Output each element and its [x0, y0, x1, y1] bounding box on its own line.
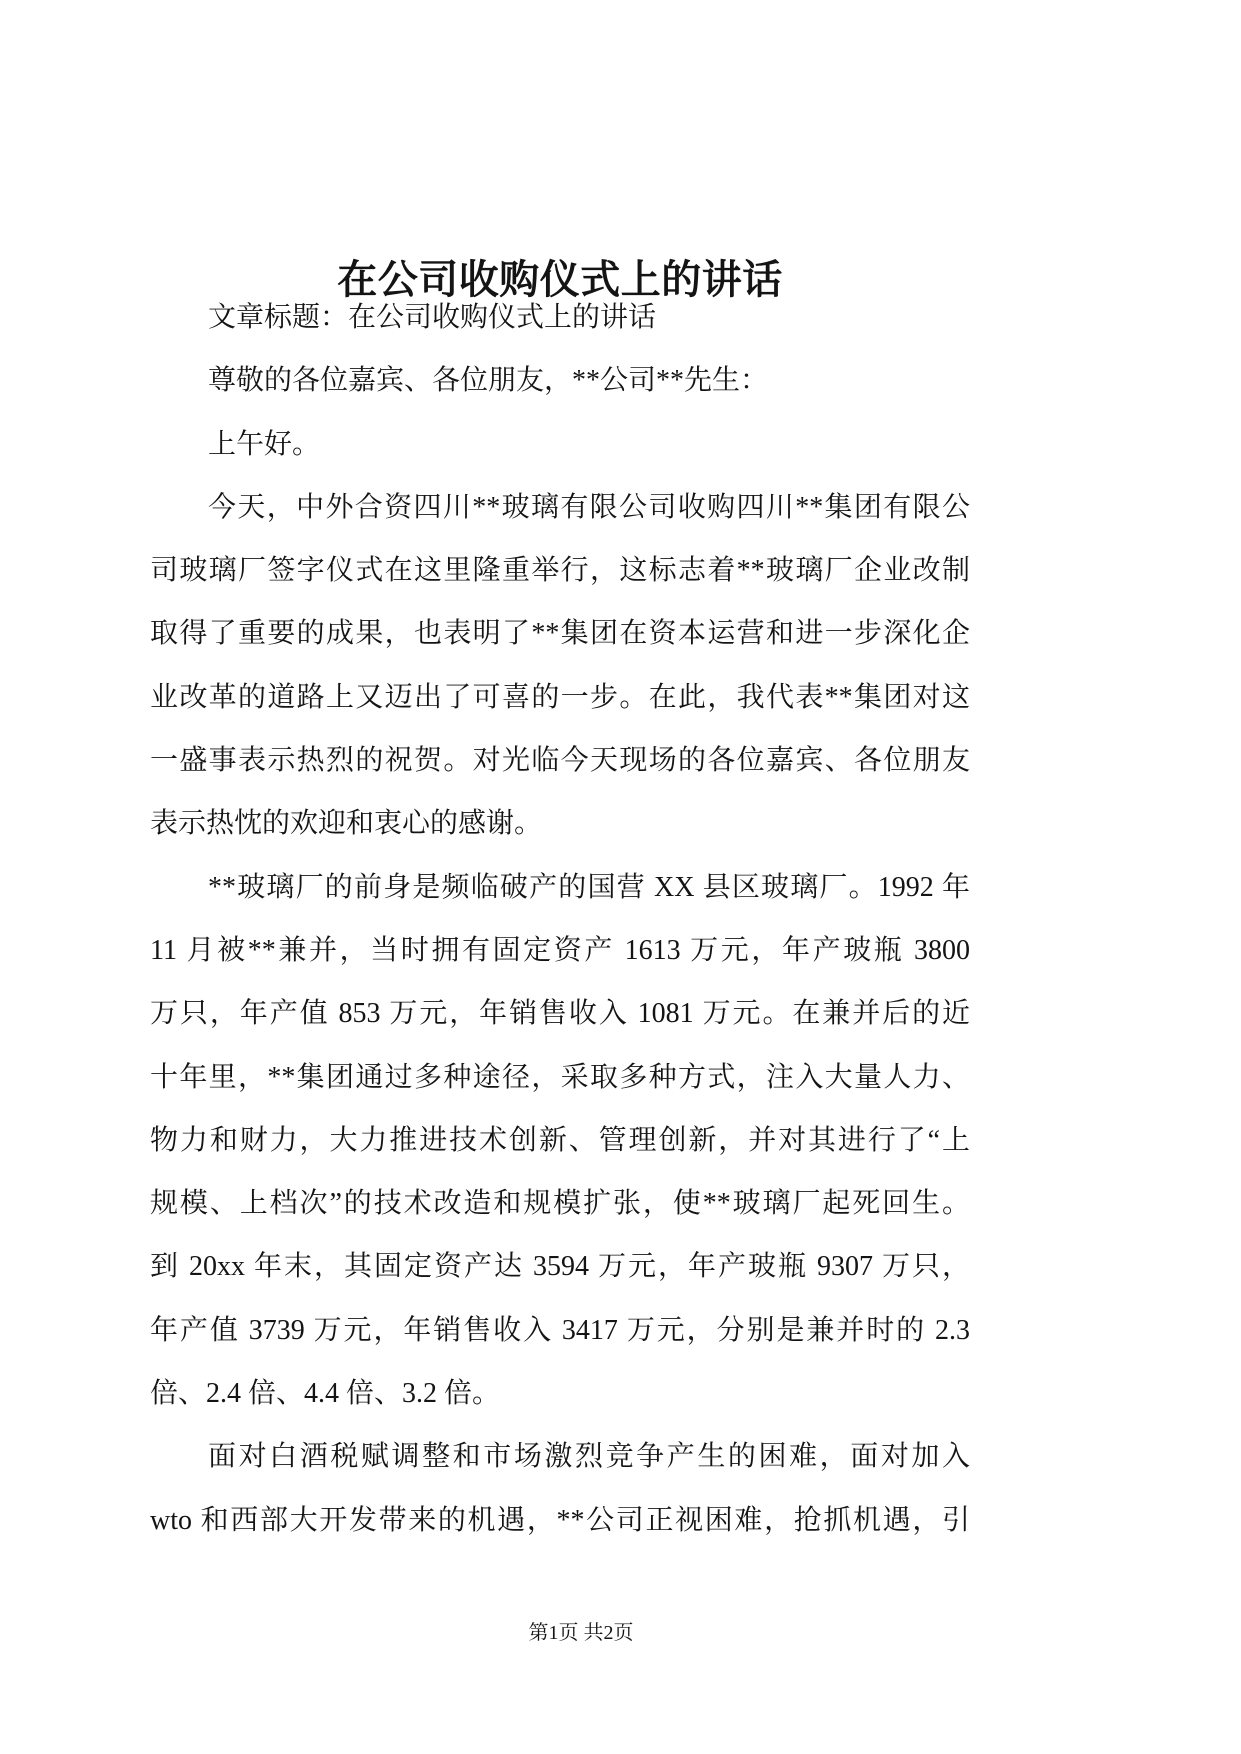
- paragraph-line: 上午好。: [208, 428, 321, 460]
- paragraph-line: 十年里，**集团通过多种途径，采取多种方式，注入大量人力、: [150, 1061, 970, 1093]
- paragraph-line: 文章标题：在公司收购仪式上的讲话: [208, 302, 657, 333]
- paragraph-line: 表示热忱的欢迎和衷心的感谢。: [150, 808, 543, 840]
- paragraph-line: 规模、上档次”的技术改造和规模扩张，使**玻璃厂起死回生。: [150, 1188, 970, 1220]
- paragraph-line: 倍、2.4 倍、4.4 倍、3.2 倍。: [150, 1378, 501, 1410]
- paragraph-history: [150, 856, 970, 1426]
- paragraph-line: 尊敬的各位嘉宾、各位朋友，**公司**先生：: [208, 365, 769, 397]
- paragraph-challenges: [150, 1425, 970, 1552]
- paragraph-line: 今天，中外合资四川**玻璃有限公司收购四川**集团有限公: [208, 491, 970, 523]
- paragraph-line: **玻璃厂的前身是频临破产的国营 XX 县区玻璃厂。1992 年: [208, 871, 970, 903]
- paragraph-line: 到 20xx 年末，其固定资产达 3594 万元，年产玻瓶 9307 万只，: [150, 1251, 970, 1283]
- paragraph-line: 11 月被**兼并，当时拥有固定资产 1613 万元，年产玻瓶 3800: [150, 934, 970, 966]
- paragraph-article-title: [150, 286, 970, 349]
- paragraph-line: 面对白酒税赋调整和市场激烈竞争产生的困难，面对加入: [208, 1441, 970, 1473]
- page-number-footer: 第1页 共2页: [528, 1622, 634, 1644]
- paragraph-line: 司玻璃厂签字仪式在这里隆重举行，这标志着**玻璃厂企业改制: [150, 555, 970, 587]
- paragraph-salutation: [150, 349, 970, 412]
- paragraph-line: 一盛事表示热烈的祝贺。对光临今天现场的各位嘉宾、各位朋友: [150, 745, 970, 777]
- document-body: [150, 286, 970, 1552]
- paragraph-line: 年产值 3739 万元，年销售收入 3417 万元，分别是兼并时的 2.3: [150, 1314, 970, 1346]
- paragraph-congratulations: [150, 476, 970, 856]
- paragraph-line: 取得了重要的成果，也表明了**集团在资本运营和进一步深化企: [150, 618, 970, 650]
- paragraph-line: 业改革的道路上又迈出了可喜的一步。在此，我代表**集团对这: [150, 681, 970, 713]
- paragraph-line: 万只，年产值 853 万元，年销售收入 1081 万元。在兼并后的近: [150, 998, 970, 1030]
- paragraph-line: wto 和西部大开发带来的机遇，**公司正视困难，抢抓机遇，引: [150, 1504, 970, 1536]
- paragraph-line: 物力和财力，大力推进技术创新、管理创新，并对其进行了“上: [150, 1124, 970, 1156]
- document-title: 在公司收购仪式上的讲话: [337, 256, 783, 302]
- paragraph-greeting: [150, 413, 970, 476]
